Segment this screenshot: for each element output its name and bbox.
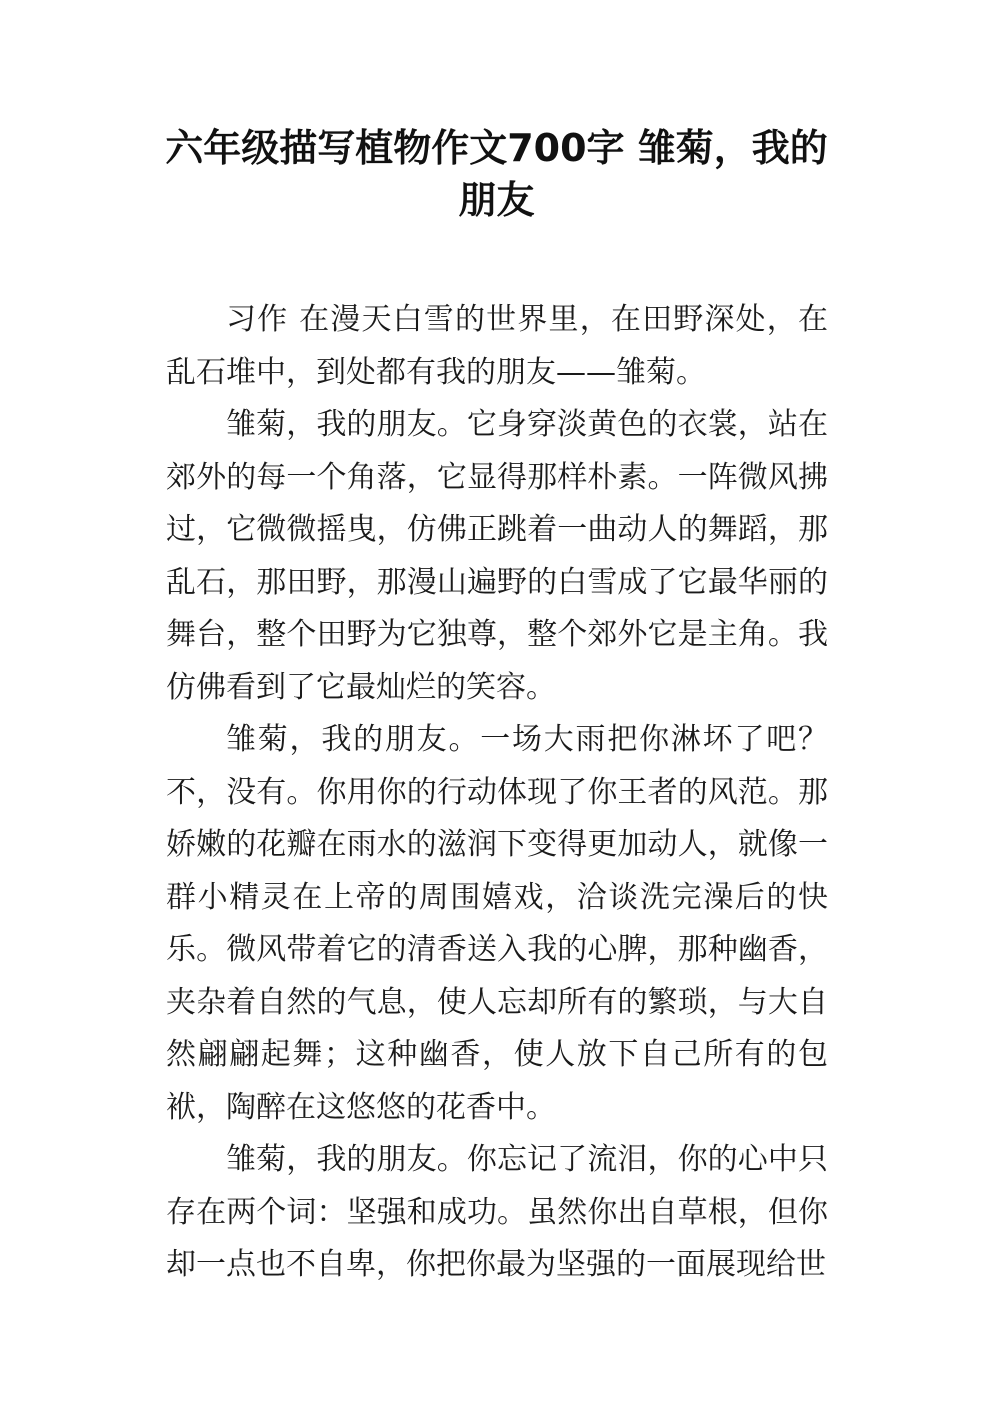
document-title: 六年级描写植物作文700字 雏菊，我的朋友 bbox=[165, 126, 828, 222]
paragraph-3: 雏菊，我的朋友。一场大雨把你淋坏了吧？不，没有。你用你的行动体现了你王者的风范。那娇嫩的花瓣在雨水的滋润下变得更加动人，就像一群小精灵在上帝的周围嬉戏，洽谈洗完澡后的快乐。微风带着它的清香送入我的心脾，那种幽香，夹杂着自然的气息，使人忘却所有的繁琐，与大自然翩翩起舞；这种幽香，使人放下自己所有的包袱，陶醉在这悠悠的花香中。 bbox=[166, 722, 828, 1125]
paragraph-4: 雏菊，我的朋友。你忘记了流泪，你的心中只存在两个词：坚强和成功。虽然你出自草根，但你却一点也不自卑，你把你最为坚强的一面展现给世 bbox=[166, 1142, 828, 1282]
paragraph-2: 雏菊，我的朋友。它身穿淡黄色的衣裳，站在郊外的每一个角落，它显得那样朴素。一阵微风拂过，它微微摇曳，仿佛正跳着一曲动人的舞蹈，那乱石，那田野，那漫山遍野的白雪成了它最华丽的舞台，整个田野为它独尊，整个郊外它是主角。我仿佛看到了它最灿烂的笑容。 bbox=[166, 407, 828, 705]
paragraph-1: 习作 在漫天白雪的世界里，在田野深处，在乱石堆中，到处都有我的朋友——雏菊。 bbox=[166, 302, 828, 390]
document-body bbox=[166, 294, 828, 1292]
